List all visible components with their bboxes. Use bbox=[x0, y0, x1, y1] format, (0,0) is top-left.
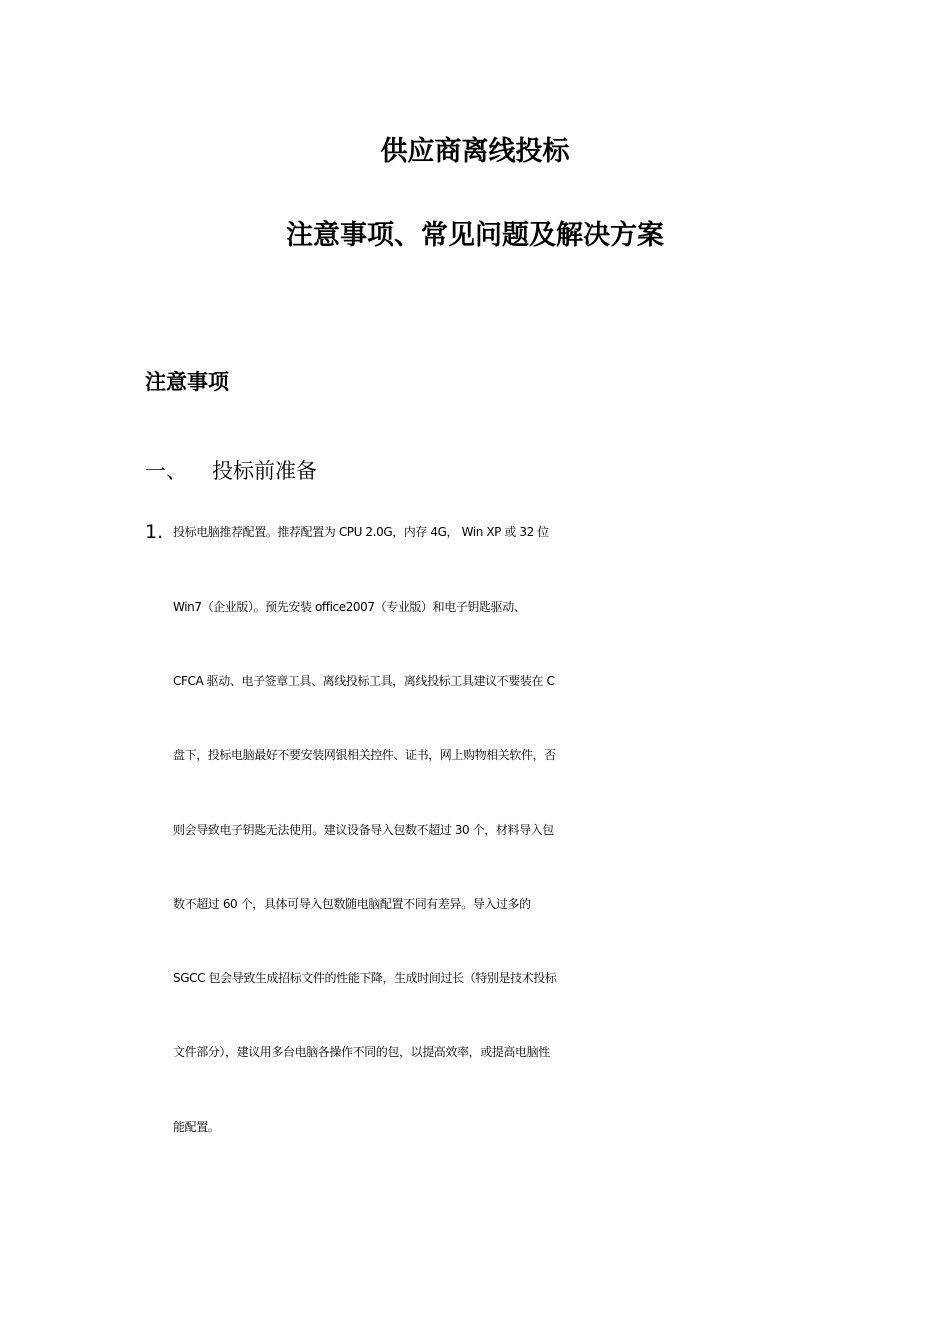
document-title: 供应商离线投标 bbox=[380, 136, 570, 167]
subsection-number: 一、 bbox=[145, 459, 187, 483]
paragraph-line: 投标电脑推荐配置。推荐配置为 CPU 2.0G，内存 4G， Win XP 或 32 位 bbox=[173, 525, 549, 540]
list-item-number: 1. bbox=[145, 521, 164, 543]
paragraph-line: Win7（企业版）。预先安装 office2007（专业版）和电子钥匙驱动、 bbox=[173, 599, 526, 614]
paragraph-line: 能配置。 bbox=[173, 1119, 220, 1134]
paragraph-line: 文件部分），建议用多台电脑各操作不同的包，以提高效率，或提高电脑性 bbox=[173, 1045, 550, 1060]
subsection-heading bbox=[145, 454, 317, 488]
section-heading: 注意事项 bbox=[145, 370, 229, 394]
document-subtitle: 注意事项、常见问题及解决方案 bbox=[286, 220, 664, 251]
paragraph-line: 数不超过 60 个，具体可导入包数随电脑配置不同有差异。导入过多的 bbox=[173, 896, 531, 911]
list-item bbox=[145, 514, 815, 1164]
paragraph-line: CFCA 驱动、电子签章工具、离线投标工具，离线投标工具建议不要装在 C bbox=[173, 673, 555, 688]
paragraph-line: 盘下，投标电脑最好不要安装网银相关控件、证书，网上购物相关软件，否 bbox=[173, 748, 556, 763]
paragraph-line: 则会导致电子钥匙无法使用。建议设备导入包数不超过 30 个，材料导入包 bbox=[173, 822, 554, 837]
paragraph-line: SGCC 包会导致生成招标文件的性能下降，生成时间过长（特别是技术投标 bbox=[173, 971, 557, 986]
list-item-text bbox=[173, 495, 815, 1164]
subsection-title: 投标前准备 bbox=[212, 459, 317, 483]
